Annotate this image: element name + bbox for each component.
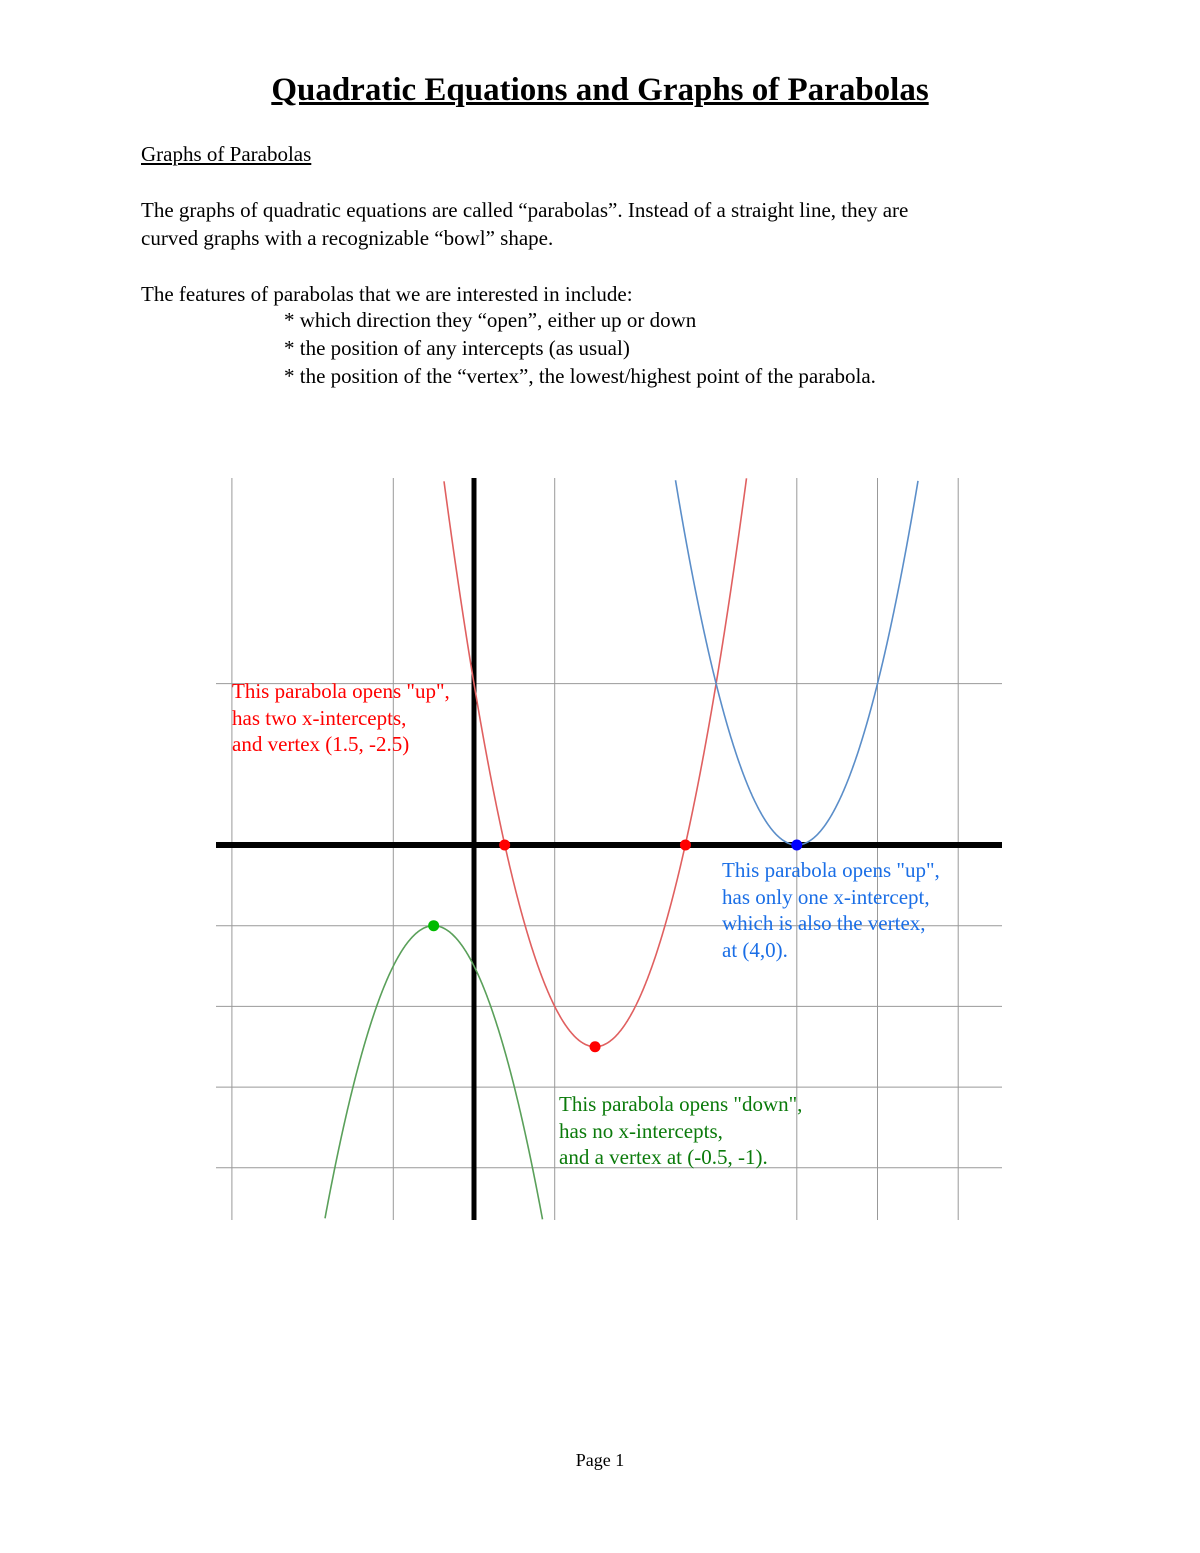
note-line: This parabola opens "up", <box>232 679 450 703</box>
features-intro: The features of parabolas that we are interested in include: <box>141 282 633 306</box>
note-line: has no x-intercepts, <box>559 1118 723 1143</box>
green-parabola-curve <box>325 926 543 1220</box>
note-line: and vertex (1.5, -2.5) <box>232 732 410 756</box>
red-point <box>680 840 691 851</box>
red-parabola-note <box>232 678 450 758</box>
page-title: Quadratic Equations and Graphs of Parabolas <box>271 72 929 108</box>
red-point <box>590 1041 601 1052</box>
intro-line-2: curved graphs with a recognizable “bowl” shape. <box>141 226 554 250</box>
red-parabola-curve <box>444 478 747 1046</box>
intro-line-1: The graphs of quadratic equations are called “parabolas”. Instead of a straight line, they are <box>141 198 909 222</box>
note-line: This parabola opens "down", <box>559 1092 803 1116</box>
bullet-item: * the position of any intercepts (as usual) <box>284 336 630 360</box>
note-line: at (4,0). <box>722 937 788 962</box>
green-point <box>428 920 439 931</box>
note-line: and a vertex at (-0.5, -1). <box>559 1145 768 1169</box>
green-parabola-note <box>559 1091 802 1171</box>
note-line: which is also the vertex, <box>722 911 926 935</box>
note-line: This parabola opens "up", <box>722 858 940 882</box>
bullet-item: * which direction they “open”, either up or down <box>284 308 697 332</box>
section-heading: Graphs of Parabolas <box>141 142 312 166</box>
blue-parabola-note <box>722 857 940 963</box>
note-line: has only one x-intercept, <box>722 884 930 909</box>
note-line: has two x-intercepts, <box>232 705 407 730</box>
page-number: Page 1 <box>575 1450 625 1470</box>
red-point <box>499 840 510 851</box>
bullet-item: * the position of the “vertex”, the lowest/highest point of the parabola. <box>284 364 876 388</box>
blue-point <box>791 840 802 851</box>
